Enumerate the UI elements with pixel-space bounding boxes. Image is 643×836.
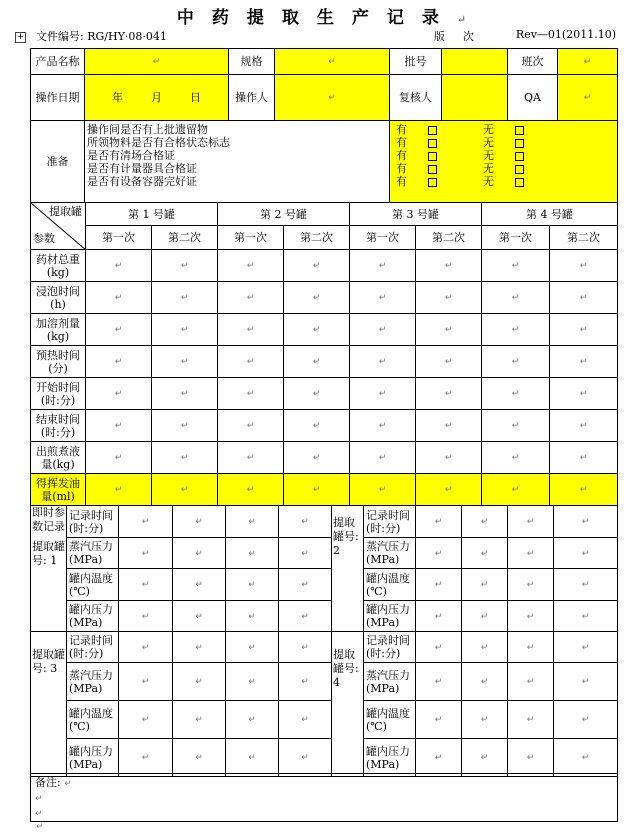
record-cell[interactable]: ↵ — [416, 701, 462, 739]
record-cell[interactable]: ↵ — [508, 701, 554, 739]
prep-item: 所领物料是否有合格状态标志 — [87, 136, 230, 149]
record-cell[interactable]: ↵ — [462, 538, 508, 569]
record-cell[interactable]: ↵ — [119, 506, 173, 538]
param-label: 结束时间(时:分) — [31, 410, 86, 442]
no-checkbox[interactable] — [515, 165, 524, 174]
paragraph-mark: ↵ — [36, 822, 44, 832]
param-cell[interactable]: ↵ — [86, 250, 152, 282]
record-cell[interactable]: ↵ — [554, 506, 618, 538]
param-row — [31, 442, 618, 474]
param-cell[interactable]: ↵ — [218, 250, 284, 282]
steam-pressure-label: 蒸汽压力(MPa) — [364, 663, 416, 701]
prep-checkboxes: 有 无 有 无 有 无 有 无 有 无 — [390, 121, 618, 203]
param-cell[interactable]: ↵ — [416, 410, 482, 442]
param-label: 浸泡时间(h) — [31, 282, 86, 314]
param-cell[interactable]: ↵ — [550, 474, 618, 506]
tank-header: 第 2 号罐 — [218, 203, 350, 226]
param-cell[interactable]: ↵ — [152, 378, 218, 410]
tank-temp-label: 罐内温度(℃) — [67, 701, 119, 739]
op-date-field[interactable]: 年 月 日 — [85, 75, 229, 121]
no-checkbox[interactable] — [515, 152, 524, 161]
remarks-field[interactable]: 备注: ↵ ↵ ↵ — [31, 774, 618, 822]
param-cell[interactable]: ↵ — [218, 378, 284, 410]
record-cell[interactable]: ↵ — [119, 701, 173, 739]
param-cell[interactable]: ↵ — [350, 474, 416, 506]
param-cell[interactable]: ↵ — [152, 282, 218, 314]
prep-items — [85, 121, 390, 203]
tank-pressure-label: 罐内压力(MPa) — [364, 739, 416, 777]
qa-field[interactable]: ↵ — [558, 75, 618, 121]
param-cell[interactable]: ↵ — [86, 410, 152, 442]
record-cell[interactable]: ↵ — [508, 569, 554, 601]
param-row — [31, 474, 618, 506]
tank-pressure-label: 罐内压力(MPa) — [364, 601, 416, 632]
prep-item: 是否有清场合格证 — [87, 149, 175, 162]
no-checkbox[interactable] — [515, 139, 524, 148]
param-cell[interactable]: ↵ — [86, 346, 152, 378]
record-time-label: 记录时间(时:分) — [364, 632, 416, 663]
pass-header: 第一次 — [350, 226, 416, 250]
record-cell[interactable]: ↵ — [508, 538, 554, 569]
pass-header: 第二次 — [550, 226, 618, 250]
pass-header: 第二次 — [284, 226, 350, 250]
record-cell[interactable]: ↵ — [416, 601, 462, 632]
record-cell[interactable]: ↵ — [226, 739, 279, 777]
param-cell[interactable]: ↵ — [218, 474, 284, 506]
param-cell[interactable]: ↵ — [416, 346, 482, 378]
tank-pressure-label: 罐内压力(MPa) — [67, 739, 119, 777]
param-label: 预热时间(分) — [31, 346, 86, 378]
product-name-field[interactable]: ↵ — [85, 49, 229, 75]
record-cell[interactable]: ↵ — [279, 538, 332, 569]
param-cell[interactable]: ↵ — [218, 442, 284, 474]
param-cell[interactable]: ↵ — [482, 410, 550, 442]
record-cell[interactable]: ↵ — [226, 663, 279, 701]
param-cell[interactable]: ↵ — [550, 410, 618, 442]
record-cell[interactable]: ↵ — [279, 663, 332, 701]
remarks-table — [30, 773, 618, 822]
record-cell[interactable]: ↵ — [416, 632, 462, 663]
param-row — [31, 378, 618, 410]
record-cell[interactable]: ↵ — [508, 506, 554, 538]
param-cell[interactable]: ↵ — [284, 314, 350, 346]
record-cell[interactable]: ↵ — [173, 506, 226, 538]
yes-checkbox[interactable] — [428, 178, 437, 187]
record-cell[interactable]: ↵ — [462, 601, 508, 632]
param-cell[interactable]: ↵ — [284, 474, 350, 506]
record-cell[interactable]: ↵ — [173, 601, 226, 632]
param-label: 出煎煮液量(kg) — [31, 442, 86, 474]
param-cell[interactable]: ↵ — [152, 250, 218, 282]
param-cell[interactable]: ↵ — [350, 250, 416, 282]
shift-field[interactable]: ↵ — [558, 49, 618, 75]
record-cell[interactable]: ↵ — [416, 506, 462, 538]
tank2-group-label: 提取罐号: 2 — [332, 506, 364, 632]
param-cell[interactable]: ↵ — [350, 282, 416, 314]
record-cell[interactable]: ↵ — [554, 663, 618, 701]
record-cell[interactable]: ↵ — [226, 632, 279, 663]
record-cell[interactable]: ↵ — [173, 663, 226, 701]
record-cell[interactable]: ↵ — [554, 601, 618, 632]
tank-param-table — [30, 202, 618, 506]
param-cell[interactable]: ↵ — [86, 474, 152, 506]
spec-label: 规格 — [229, 49, 275, 75]
record-cell[interactable]: ↵ — [173, 701, 226, 739]
param-cell[interactable]: ↵ — [350, 410, 416, 442]
remarks-label: 备注: — [35, 776, 61, 789]
op-date-label: 操作日期 — [31, 75, 85, 121]
record-cell[interactable]: ↵ — [279, 506, 332, 538]
record-cell[interactable]: ↵ — [279, 701, 332, 739]
tank-temp-label: 罐内温度(℃) — [364, 569, 416, 601]
reviewer-label: 复核人 — [390, 75, 442, 121]
record-cell[interactable]: ↵ — [508, 663, 554, 701]
operator-field[interactable]: ↵ — [275, 75, 390, 121]
record-cell[interactable]: ↵ — [416, 569, 462, 601]
tank-header: 第 4 号罐 — [482, 203, 618, 226]
param-cell[interactable]: ↵ — [284, 442, 350, 474]
spec-field[interactable]: ↵ — [275, 49, 390, 75]
record-cell[interactable]: ↵ — [554, 739, 618, 777]
param-cell[interactable]: ↵ — [152, 346, 218, 378]
pass-header: 第一次 — [218, 226, 284, 250]
param-cell[interactable]: ↵ — [550, 378, 618, 410]
param-cell[interactable]: ↵ — [416, 378, 482, 410]
param-cell[interactable]: ↵ — [482, 474, 550, 506]
record-time-label: 记录时间(时:分) — [67, 506, 119, 538]
operator-label: 操作人 — [229, 75, 275, 121]
record-cell[interactable]: ↵ — [226, 569, 279, 601]
record-cell[interactable]: ↵ — [554, 538, 618, 569]
record-cell[interactable]: ↵ — [226, 506, 279, 538]
record-cell[interactable]: ↵ — [554, 632, 618, 663]
record-cell[interactable]: ↵ — [416, 538, 462, 569]
param-cell[interactable]: ↵ — [482, 314, 550, 346]
record-cell[interactable]: ↵ — [119, 632, 173, 663]
param-cell[interactable]: ↵ — [218, 314, 284, 346]
record-cell[interactable]: ↵ — [416, 663, 462, 701]
param-cell[interactable]: ↵ — [86, 378, 152, 410]
pass-header: 第一次 — [86, 226, 152, 250]
realtime-table — [30, 505, 618, 777]
param-label: 得挥发油量(ml) — [31, 474, 86, 506]
param-cell[interactable]: ↵ — [86, 442, 152, 474]
record-cell[interactable]: ↵ — [554, 701, 618, 739]
record-cell[interactable]: ↵ — [173, 569, 226, 601]
param-cell[interactable]: ↵ — [482, 378, 550, 410]
param-row — [31, 410, 618, 442]
record-cell[interactable]: ↵ — [508, 632, 554, 663]
pass-header: 第二次 — [416, 226, 482, 250]
record-cell[interactable]: ↵ — [508, 739, 554, 777]
tank1-group-label: 即时参数记录 提取罐号: 1 — [31, 506, 67, 632]
record-cell[interactable]: ↵ — [119, 739, 173, 777]
param-cell[interactable]: ↵ — [482, 346, 550, 378]
tank-temp-label: 罐内温度(℃) — [67, 569, 119, 601]
param-cell[interactable]: ↵ — [350, 378, 416, 410]
batch-no-label: 批号 — [390, 49, 442, 75]
record-cell[interactable]: ↵ — [462, 506, 508, 538]
param-cell[interactable]: ↵ — [482, 282, 550, 314]
param-cell[interactable]: ↵ — [152, 314, 218, 346]
param-cell[interactable]: ↵ — [152, 442, 218, 474]
record-cell[interactable]: ↵ — [119, 569, 173, 601]
tank-header: 第 3 号罐 — [350, 203, 482, 226]
info-table — [30, 48, 618, 121]
no-checkbox[interactable] — [515, 178, 524, 187]
record-cell[interactable]: ↵ — [226, 701, 279, 739]
tank-param-corner: 提取罐 参数 — [31, 203, 86, 250]
record-cell[interactable]: ↵ — [462, 701, 508, 739]
record-cell[interactable]: ↵ — [173, 538, 226, 569]
record-cell[interactable]: ↵ — [173, 632, 226, 663]
tank-pressure-label: 罐内压力(MPa) — [67, 601, 119, 632]
steam-pressure-label: 蒸汽压力(MPa) — [67, 663, 119, 701]
record-cell[interactable]: ↵ — [462, 739, 508, 777]
param-cell[interactable]: ↵ — [284, 282, 350, 314]
param-cell[interactable]: ↵ — [284, 410, 350, 442]
param-row — [31, 250, 618, 282]
param-cell[interactable]: ↵ — [416, 474, 482, 506]
record-time-label: 记录时间(时:分) — [67, 632, 119, 663]
record-cell[interactable]: ↵ — [462, 663, 508, 701]
record-cell[interactable]: ↵ — [416, 739, 462, 777]
param-cell[interactable]: ↵ — [482, 250, 550, 282]
param-cell[interactable]: ↵ — [284, 250, 350, 282]
version-value: Rev—01(2011.10) — [515, 28, 616, 41]
record-cell[interactable]: ↵ — [279, 601, 332, 632]
param-cell[interactable]: ↵ — [550, 282, 618, 314]
param-cell[interactable]: ↵ — [86, 314, 152, 346]
param-cell[interactable]: ↵ — [350, 442, 416, 474]
record-cell[interactable]: ↵ — [554, 569, 618, 601]
pass-header: 第二次 — [152, 226, 218, 250]
yes-checkbox[interactable] — [428, 126, 437, 135]
tank-temp-label: 罐内温度(℃) — [364, 701, 416, 739]
param-cell[interactable]: ↵ — [284, 346, 350, 378]
table-move-handle-icon[interactable]: + — [16, 32, 25, 42]
prep-item: 是否有计量器具合格证 — [87, 162, 197, 175]
prep-table — [30, 120, 618, 203]
shift-label: 班次 — [508, 49, 558, 75]
param-cell[interactable]: ↵ — [350, 346, 416, 378]
version-label: 版次 — [434, 30, 492, 43]
param-cell[interactable]: ↵ — [350, 314, 416, 346]
record-cell[interactable]: ↵ — [119, 601, 173, 632]
record-cell[interactable]: ↵ — [279, 569, 332, 601]
record-cell[interactable]: ↵ — [119, 538, 173, 569]
steam-pressure-label: 蒸汽压力(MPa) — [67, 538, 119, 569]
tank3-group-label: 提取罐号: 3 — [31, 632, 67, 777]
record-cell[interactable]: ↵ — [279, 739, 332, 777]
no-checkbox[interactable] — [515, 126, 524, 135]
tank-header: 第 1 号罐 — [86, 203, 218, 226]
doc-number: 文件编号: RG/HY·08·041 — [36, 30, 167, 43]
tank4-group-label: 提取罐号: 4 — [332, 632, 364, 777]
param-cell[interactable]: ↵ — [416, 282, 482, 314]
pass-header: 第一次 — [482, 226, 550, 250]
param-cell[interactable]: ↵ — [550, 346, 618, 378]
param-cell[interactable]: ↵ — [550, 442, 618, 474]
param-cell[interactable]: ↵ — [416, 250, 482, 282]
yes-checkbox[interactable] — [428, 139, 437, 148]
record-cell[interactable]: ↵ — [226, 601, 279, 632]
yes-checkbox[interactable] — [428, 152, 437, 161]
param-cell[interactable]: ↵ — [550, 250, 618, 282]
record-cell[interactable]: ↵ — [279, 632, 332, 663]
batch-no-field[interactable] — [442, 49, 508, 75]
param-cell[interactable]: ↵ — [152, 474, 218, 506]
param-row — [31, 314, 618, 346]
param-cell[interactable]: ↵ — [86, 282, 152, 314]
record-cell[interactable]: ↵ — [462, 569, 508, 601]
steam-pressure-label: 蒸汽压力(MPa) — [364, 538, 416, 569]
page-title: 中药提取生产记录↵ — [176, 8, 467, 28]
param-cell[interactable]: ↵ — [218, 410, 284, 442]
qa-label: QA — [508, 75, 558, 121]
prep-item: 操作间是否有上批遗留物 — [87, 123, 208, 136]
record-cell[interactable]: ↵ — [462, 632, 508, 663]
param-cell[interactable]: ↵ — [482, 442, 550, 474]
param-cell[interactable]: ↵ — [152, 410, 218, 442]
product-name-label: 产品名称 — [31, 49, 85, 75]
param-cell[interactable]: ↵ — [284, 378, 350, 410]
prep-item: 是否有设备容器完好证 — [87, 175, 197, 188]
param-cell[interactable]: ↵ — [218, 346, 284, 378]
yes-checkbox[interactable] — [428, 165, 437, 174]
record-cell[interactable]: ↵ — [226, 538, 279, 569]
document-header-line — [36, 28, 616, 44]
param-label: 药材总重(kg) — [31, 250, 86, 282]
param-label: 加溶剂量(kg) — [31, 314, 86, 346]
param-cell[interactable]: ↵ — [416, 442, 482, 474]
param-label: 开始时间(时:分) — [31, 378, 86, 410]
param-cell[interactable]: ↵ — [550, 314, 618, 346]
reviewer-field[interactable] — [442, 75, 508, 121]
record-cell[interactable]: ↵ — [173, 739, 226, 777]
prep-label: 准备 — [31, 121, 85, 203]
param-row — [31, 282, 618, 314]
record-time-label: 记录时间(时:分) — [364, 506, 416, 538]
param-cell[interactable]: ↵ — [218, 282, 284, 314]
param-row — [31, 346, 618, 378]
record-cell[interactable]: ↵ — [508, 601, 554, 632]
record-cell[interactable]: ↵ — [119, 663, 173, 701]
param-cell[interactable]: ↵ — [416, 314, 482, 346]
